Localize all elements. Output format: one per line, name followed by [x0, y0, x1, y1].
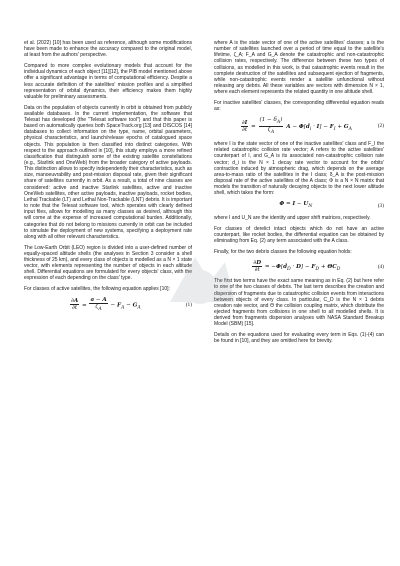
- equation-body: $\frac{\partial I}{\partial t}$ = $\frac{(1 - \delta_A)}{\zeta_A}$ $A - \Phi[d_i \cdot I] - F_I + G_A$: [241, 116, 352, 136]
- paragraph: For classes of active satellites, the following equation applies [10]:: [24, 286, 170, 293]
- paragraph: The first two terms have the exact same meaning as in Eq. (2) but here refer to one of the two classes of debris. The last term describes the creation and dispersion of fragments due to catastrophic collision events from interactions between objects of every class. In particular, C_D is the N × 1 debris creation rate vector, and Θ the collision coupling matrix, which distribute the ejected fragments from collisions in one shell to all modelled shells. It is derived from fragments dispersion analyses with NASA Standard Breakup Model (SBM) [15].: [214, 278, 384, 328]
- paragraph: The Low-Earth Orbit (LEO) region is divided into a user-defined number of equally-spaced altitude shells (the analyses in Section 3 consider a shell thickness of 25 km), and every class of objects is modelled as a N × 1 state vector, with elements representing the number of objects in each altitude shell. Differential equations are formulated for every objects' class, with the expression of each depending on the class' type.: [24, 244, 192, 282]
- paragraph: For inactive satellites' classes, the corresponding differential equation reads as:: [214, 100, 384, 113]
- equation-number: (1): [185, 301, 192, 308]
- paragraph: et al. (2022) [10] has been used as reference, although some modifications have been made to enhance the accuracy compared to the original model, at least from the authors' perspective.: [24, 40, 192, 59]
- paragraph: Details on the equations used for evaluating every term in Eqs. (1)-(4) can be found in [10], and they are omitted here for brevity.: [214, 332, 384, 345]
- equation-body: $\frac{\partial D}{\partial t}$ = $-\Phi[d_D \cdot D] - F_D + \Theta C_D$: [253, 259, 341, 273]
- paragraph: where I is the state vector of one of the inactive satellites' class and F_I the related catastrophic collision rate vector; A refers to the active satellites' counterpart of I, and G_A is its associated non-catastrophic collision rate vector; d_i is the N × 1 decay rate vector to account for the orbits' contraction induced by atmospheric drag, which depends on the average area-to-mass ratio of the satellites in the I class; δ_A is the post-mission disposal rate of the active satellites of the A class; Φ is a N × N matrix that models the transition of naturally decaying objects to the next lower altitude shell, which takes the form:: [214, 141, 384, 197]
- equation-3: [214, 201, 384, 210]
- paragraph: where A is the state vector of one of the active satellites' classes; a is the number of satellites launched over a period of time equal to the satellite's lifetime, ζ_A; F_A and G_A denote the catastrophic and non-catastrophic collision rates, respectively. The difference between these two types of collisions, as modelled in this work, is that catastrophic events result in the complete destruction of the satellites and subsequent ejection of fragments, while non-catastrophic events render a satellite unfunctional without releasing any debris. All these variables are vectors with dimension N × 1, where each element represents the related quantity in one altitude shell.: [214, 40, 384, 96]
- equation-2: [214, 117, 384, 136]
- paragraph: where I and U_N are the identity and upper shift matrices, respectively.: [214, 215, 371, 222]
- logo-watermark-icon: [150, 232, 250, 332]
- equation-body: $\frac{\partial A}{\partial t}$ = $\frac{a - A}{\zeta_A}$ − $F_A - G_A$: [70, 296, 141, 313]
- paragraph: Data on the population of objects currently in orbit is obtained from publicly available databases. In the current implementation, the software that Telesat has developed (the "Telesat software tool") and that this paper is based on automatically queries both SpaceTrack.org [13] and DISCOS [14] databases to collect information on the type, name, orbital parameters, physical characteristics, and launch/release epochs of catalogued space objects. This population is then classified into distinct categories. With respect to the approach outlined in [10], this study employs a more refined classification that distinguish some of the existing satellite constellations (e.g., Starlink and OneWeb) from the broader category of active payloads. This distinction allows to specify independently their characteristics, such as size, manoeuvrability and post-mission disposal rate, given their significant share of satellites currently in orbit. As a result, a total of nine classes are considered: active and inactive Starlink satellites, active and inactive OneWeb satellites, other active payloads, inactive payloads, rocket bodies, Lethal Trackable (LT) and Lethal Non-Trackable (LNT) debris. It is important to note that the Telesat software tool, which operates with clearly defined input files, allows for modelling as many classes as desired, although this will come at the expense of increased computational burden. Additionally, categories that do not belong to missions currently in orbit can be included to simulate the deployment of new systems, specifying a deployment rate along with all other relevant characteristics.: [24, 104, 192, 240]
- equation-number: (2): [377, 123, 384, 130]
- equation-body: $\Phi = I - U_N$: [279, 201, 313, 210]
- equation-number: (3): [377, 202, 384, 209]
- paragraph: For classes of derelict intact objects which do not have an active counterpart, like rocket bodies, the differential equation can be obtained by eliminating from Eq. (2) any term associated with the A class.: [214, 226, 384, 245]
- paragraph: Compared to more complex evolutionary models that account for the individual dynamics of each object [11][12], the PIB model mentioned above offer a significant advantage in terms of computational efficiency. Despite a less accurate definition of the satellites' mission profiles and a simplified representation of orbital dynamics, their efficiency makes them highly valuable for preliminary assessments.: [24, 63, 192, 100]
- equation-number: (4): [377, 263, 384, 270]
- paragraph: Finally, for the two debris classes the following equation holds:: [214, 249, 352, 256]
